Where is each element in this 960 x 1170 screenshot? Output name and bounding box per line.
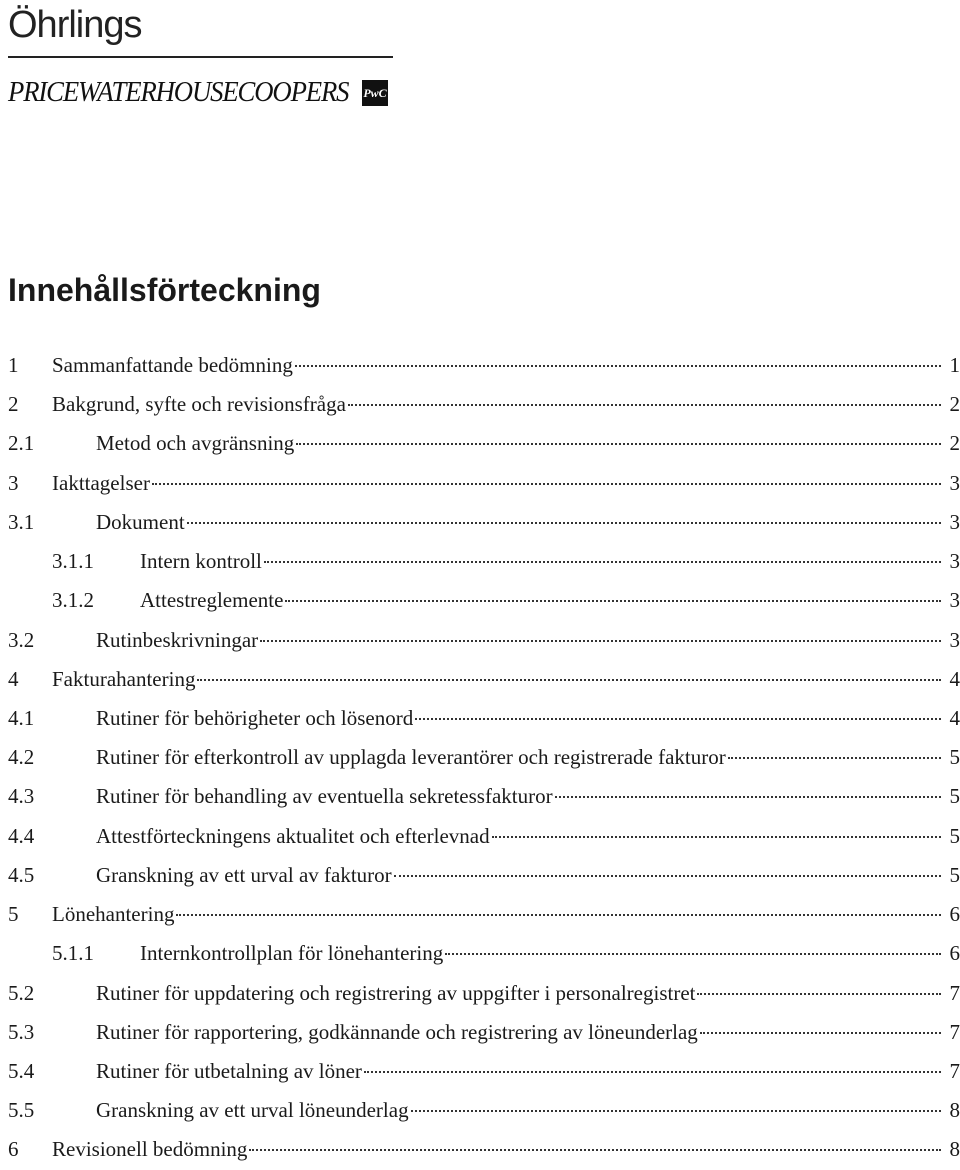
- toc-entry-page: 7: [949, 1019, 960, 1044]
- toc-entry-number: 3.2: [8, 627, 35, 652]
- toc-dot-leader: [348, 403, 941, 406]
- toc-entry-number: 3.1.2: [52, 588, 94, 613]
- toc-entry-label: Iakttagelser: [52, 470, 150, 495]
- toc-entry-number: 2: [8, 392, 19, 417]
- toc-entry-label: Granskning av ett urval löneunderlag: [96, 1098, 409, 1123]
- header-brand: [8, 2, 398, 114]
- logo-wordmark: PRICEWATERHOUSECOOPERS: [8, 76, 349, 108]
- toc-entry-line: [96, 699, 960, 738]
- toc-entry-number: 1: [8, 353, 19, 377]
- toc-entry-number: 5.5: [8, 1098, 35, 1123]
- toc-dot-leader: [415, 717, 941, 720]
- toc-entry-page: 3: [949, 509, 960, 534]
- toc-entry-label: Attestreglemente: [140, 588, 284, 613]
- toc-entry-page: 6: [949, 902, 960, 927]
- toc-entry-number: 3.1.1: [52, 549, 94, 574]
- toc-title: Innehållsförteckning: [8, 272, 321, 308]
- toc-entry-page: 3: [949, 627, 960, 652]
- toc-entry[interactable]: [0, 738, 960, 777]
- toc-dot-leader: [260, 639, 941, 642]
- toc-entry-line: [96, 817, 960, 856]
- toc-dot-leader: [411, 1109, 941, 1112]
- toc-dot-leader: [295, 364, 941, 367]
- toc-entry-line: [52, 346, 960, 385]
- toc-entry-label: Internkontrollplan för lönehantering: [140, 941, 444, 966]
- toc-entry-label: Intern kontroll: [140, 549, 262, 574]
- toc-entry-number: 3.1: [8, 509, 35, 534]
- toc-entry[interactable]: [0, 581, 960, 620]
- toc-dot-leader: [249, 1148, 941, 1151]
- toc-entry[interactable]: [0, 464, 960, 503]
- toc-entry-line: [96, 621, 960, 660]
- toc-entry-label: Rutiner för efterkontroll av upplagda leverantörer och registrerade fakturor: [96, 745, 726, 770]
- toc-entry-line: [96, 1052, 960, 1091]
- toc-entry-label: Dokument: [96, 509, 185, 534]
- toc-entry-label: Rutiner för utbetalning av löner: [96, 1058, 362, 1083]
- toc-entry[interactable]: [0, 346, 960, 385]
- toc-entry-label: Rutiner för behörigheter och lösenord: [96, 705, 414, 730]
- toc-dot-leader: [697, 992, 941, 995]
- toc-entry-page: 6: [949, 941, 960, 966]
- toc-entry-page: 3: [949, 470, 960, 495]
- toc-entry-page: 8: [949, 1137, 960, 1162]
- toc-entry-line: [52, 1130, 960, 1169]
- toc-entry[interactable]: [0, 1013, 960, 1052]
- toc-entry-number: 5.4: [8, 1058, 35, 1083]
- toc-list: [0, 346, 960, 1170]
- toc-entry-label: Bakgrund, syfte och revisionsfråga: [52, 392, 346, 417]
- toc-entry-number: 5.1.1: [52, 941, 94, 966]
- toc-entry[interactable]: [0, 1130, 960, 1169]
- toc-entry-page: 5: [949, 823, 960, 848]
- toc-dot-leader: [364, 1070, 941, 1073]
- toc-entry-line: [52, 895, 960, 934]
- toc-entry[interactable]: [0, 503, 960, 542]
- toc-entry-number: 4.5: [8, 862, 35, 887]
- toc-entry[interactable]: [0, 621, 960, 660]
- toc-dot-leader: [197, 678, 941, 681]
- toc-entry-page: 2: [949, 431, 960, 456]
- toc-entry[interactable]: [0, 660, 960, 699]
- toc-entry[interactable]: [0, 1091, 960, 1130]
- toc-entry-label: Fakturahantering: [52, 666, 196, 691]
- toc-entry-label: Rutiner för rapportering, godkännande och registrering av löneunderlag: [96, 1019, 698, 1044]
- toc-entry-label: Rutiner för behandling av eventuella sekretessfakturor: [96, 784, 553, 809]
- toc-entry-line: [96, 1013, 960, 1052]
- toc-entry[interactable]: [0, 895, 960, 934]
- toc-entry-number: 4.1: [8, 705, 35, 730]
- toc-entry-number: 3: [8, 470, 19, 495]
- toc-entry-page: 5: [949, 862, 960, 887]
- toc-entry[interactable]: [0, 1052, 960, 1091]
- toc-entry[interactable]: [0, 777, 960, 816]
- toc-entry-number: 4: [8, 666, 19, 691]
- toc-entry-page: 3: [949, 588, 960, 613]
- toc-entry-label: Attestförteckningens aktualitet och efterlevnad: [96, 823, 490, 848]
- toc-dot-leader: [176, 913, 941, 916]
- toc-dot-leader: [555, 795, 941, 798]
- toc-entry-number: 5.2: [8, 980, 35, 1005]
- toc-dot-leader: [152, 482, 941, 485]
- toc-entry-number: 2.1: [8, 431, 35, 456]
- toc-entry[interactable]: [0, 934, 960, 973]
- toc-entry[interactable]: [0, 856, 960, 895]
- toc-entry-page: 7: [949, 1058, 960, 1083]
- toc-entry-line: [140, 581, 960, 620]
- toc-entry-line: [52, 660, 960, 699]
- toc-entry-line: [52, 464, 960, 503]
- toc-entry-label: Rutinbeskrivningar: [96, 627, 259, 652]
- toc-dot-leader: [492, 835, 941, 838]
- toc-entry-label: Rutiner för uppdatering och registrering av uppgifter i personalregistret: [96, 980, 696, 1005]
- toc-entry-label: Revisionell bedömning: [52, 1137, 248, 1162]
- toc-entry[interactable]: [0, 542, 960, 581]
- toc-entry[interactable]: [0, 424, 960, 463]
- toc-entry-label: Granskning av ett urval av fakturor: [96, 862, 392, 887]
- toc-entry-line: [140, 542, 960, 581]
- toc-entry-number: 4.2: [8, 745, 35, 770]
- toc-entry-page: 5: [949, 784, 960, 809]
- toc-entry-number: 4.3: [8, 784, 35, 809]
- toc-entry-page: 4: [949, 666, 960, 691]
- logo-mark-icon: PwC: [362, 80, 388, 106]
- toc-entry-line: [96, 503, 960, 542]
- toc-entry-label: Metod och avgränsning: [96, 431, 295, 456]
- toc-entry-page: 2: [949, 392, 960, 417]
- toc-entry[interactable]: [0, 385, 960, 424]
- toc-dot-leader: [264, 560, 941, 563]
- pwc-logo: [8, 64, 398, 114]
- toc-entry-page: 8: [949, 1098, 960, 1123]
- toc-entry-page: 3: [949, 549, 960, 574]
- toc-entry-number: 6: [8, 1137, 19, 1162]
- toc-entry-page: 1: [949, 353, 960, 377]
- toc-entry[interactable]: [0, 974, 960, 1013]
- toc-entry-number: 5: [8, 902, 19, 927]
- toc-entry-line: [96, 856, 960, 895]
- toc-entry-label: Sammanfattande bedömning: [52, 353, 293, 377]
- toc-dot-leader: [285, 599, 941, 602]
- toc-entry-page: 7: [949, 980, 960, 1005]
- toc-dot-leader: [728, 756, 941, 759]
- toc-entry-line: [140, 934, 960, 973]
- toc-dot-leader: [394, 874, 941, 877]
- toc-entry-number: 4.4: [8, 823, 35, 848]
- brand-divider: [8, 56, 393, 58]
- toc-dot-leader: [445, 952, 941, 955]
- toc-entry[interactable]: [0, 817, 960, 856]
- toc-entry-line: [96, 738, 960, 777]
- toc-entry-line: [96, 777, 960, 816]
- toc-entry-page: 5: [949, 745, 960, 770]
- toc-entry-line: [96, 424, 960, 463]
- toc-dot-leader: [296, 442, 941, 445]
- toc-entry-line: [52, 385, 960, 424]
- toc-entry-label: Lönehantering: [52, 902, 175, 927]
- toc-entry-page: 4: [949, 705, 960, 730]
- brand-name: Öhrlings: [8, 4, 142, 46]
- toc-entry-line: [96, 1091, 960, 1130]
- toc-entry-number: 5.3: [8, 1019, 35, 1044]
- toc-dot-leader: [700, 1031, 941, 1034]
- toc-entry-line: [96, 974, 960, 1013]
- toc-dot-leader: [187, 521, 941, 524]
- toc-entry[interactable]: [0, 699, 960, 738]
